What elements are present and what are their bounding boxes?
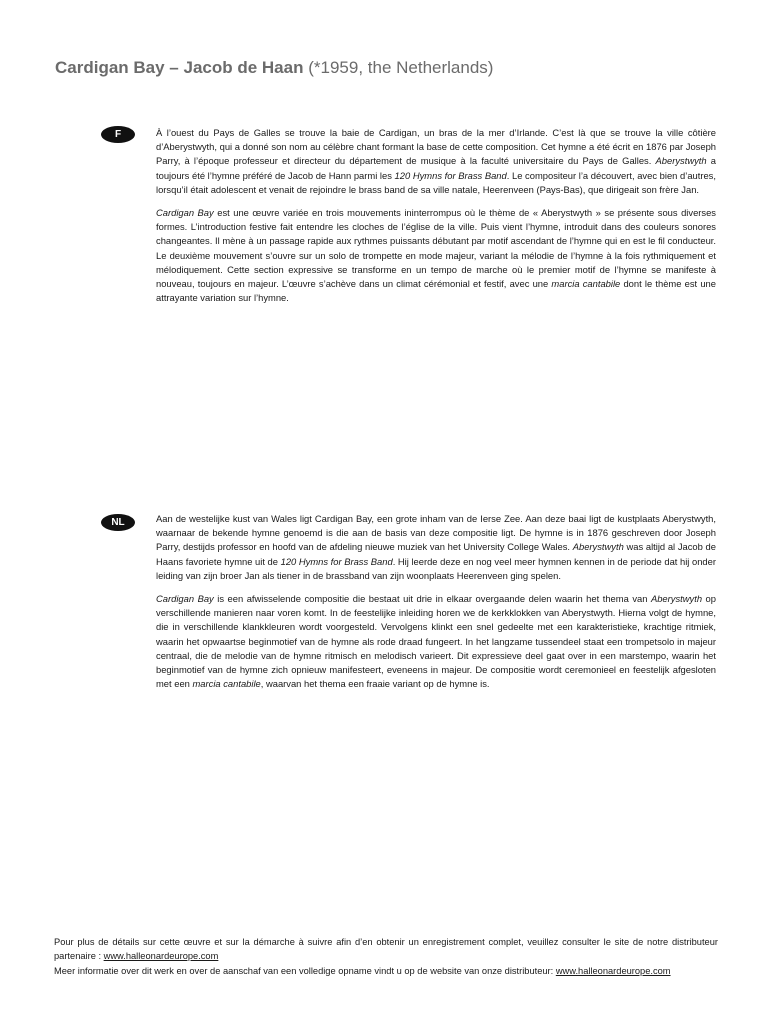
italic-title: Cardigan Bay: [156, 207, 214, 219]
text-run: . Hij leerde deze en nog veel meer hymnen kennen in de periode dat hij onder leiding van zijn broer Jan als tiener in de brassband van zijn woonplaats Heerenveen ging spelen.: [156, 555, 716, 581]
text-run: est une œuvre variée en trois mouvements ininterrompus où le thème de « Aberystwyth » se présente sous diverses formes. L’introduction festive fait entendre les cloches de l’église de la ville. Puis vient l’hymne, introduit dans des couleurs sonores changeantes. Il mène à un passage rapide aux rythmes puissants débutant par motif ascendant de l’hymne qui en est le fil conducteur. Le deuxième mouvement s’ouvre sur un solo de trompette en mode majeur, variant la mélodie de l’hymne à la fois rythmiquement et mélodiquement. Cette section expressive se transforme en un tempo de marche où le premier motif de l’hymne se manifeste à nouveau, toujours en majeur. L’œuvre s’achève dans un climat cérémonial et festif, avec une: [156, 207, 716, 290]
french-section: [156, 126, 716, 314]
italic-title: Aberystwyth: [650, 593, 703, 605]
footer-dutch-text: Meer informatie over dit werk en over de aanschaf van een volledige opname vindt u op de website van onze distributeur:: [54, 965, 556, 976]
text-run: Aan de westelijke kust van Wales ligt Cardigan Bay, een grote inham van de Ierse Zee. Aan deze baai ligt de kustplaats Aberystwyth, waarnaar de bekende hymne genoemd is die aan de basis van deze compositie ligt. De hymne is in 1876 geschreven door Joseph Parry, destijds professor en hoofd van de afdeling nieuwe muziek van het University College Wales.: [156, 513, 716, 553]
french-paragraph-1: [156, 126, 716, 197]
dutch-paragraph-1: [156, 512, 716, 583]
italic-title: marcia cantabile: [192, 678, 261, 690]
dutch-section: [156, 512, 716, 700]
page-title: [55, 58, 493, 78]
text-run: a toujours été l’hymne préféré de Jacob de Hann parmi les: [156, 155, 717, 181]
footer-french-text: Pour plus de détails sur cette œuvre et sur la démarche à suivre afin d’en obtenir un enregistrement complet, veuillez consulter le site de notre distributeur partenaire :: [54, 937, 718, 962]
italic-title: Cardigan Bay: [156, 593, 214, 605]
text-run: dont le thème est une attrayante variation sur l’hymne.: [156, 278, 716, 304]
text-run: op verschillende manieren naar voren komt. In de feestelijke inleiding horen we de kerkklokken van Aberystwyth. Hierna volgt de hymne, die in verschillende klankkleuren wordt voorgesteld. Vervolgens klinkt een snel gedeelte met een karakteristieke, krachtige ritmiek, waarin het opwaartse beginmotief van de hymne als rode draad fungeert. In het langzame tussendeel staat een trompetsolo in majeur centraal, die de melodie van de hymne ritmisch en melodisch varieert. Dit expressieve deel gaat over in een marstempo, waarin het beginmotief van de hymne zich opnieuw manifesteert, eveneens in majeur. De compositie wordt ceremonieel en feestelijk afgesloten met een: [156, 593, 716, 690]
italic-title: 120 Hymns for Brass Band: [394, 169, 507, 181]
footer-french-line: [54, 935, 718, 964]
italic-title: Aberystwyth: [655, 155, 707, 167]
footer: [54, 935, 718, 978]
footer-dutch-line: [54, 964, 718, 978]
distributor-link-fr[interactable]: www.halleonardeurope.com: [103, 951, 219, 962]
title-main: Cardigan Bay – Jacob de Haan: [55, 58, 304, 77]
dutch-paragraph-2: [156, 592, 716, 691]
text-run: . Le compositeur l’a découvert, avec bien d’autres, lorsqu’il était adolescent et venait de rejoindre le brass band de sa ville natale, Heerenveen (Pays-Bas), que dirigeait son frère Jan.: [156, 169, 716, 195]
language-badge-dutch: NL: [101, 514, 135, 531]
italic-title: marcia cantabile: [551, 278, 621, 290]
text-run: , waarvan het thema een fraaie variant op de hymne is.: [260, 678, 490, 690]
italic-title: Aberystwyth: [572, 541, 624, 553]
title-subtitle: (*1959, the Netherlands): [308, 58, 494, 77]
french-paragraph-2: [156, 206, 716, 305]
language-badge-french: F: [101, 126, 135, 143]
text-run: was altijd al Jacob de Haans favoriete hymne uit de: [156, 541, 716, 567]
text-run: À l’ouest du Pays de Galles se trouve la baie de Cardigan, un bras de la mer d’Irlande. C’est là que se trouve la ville côtière d’Aberystwyth, qui a donné son nom au célèbre chant formant la base de cette composition. Cet hymne a été écrit en 1876 par Joseph Parry, à l’époque professeur et directeur du département de musique à la faculté universitaire du Pays de Galles.: [156, 127, 716, 167]
text-run: is een afwisselende compositie die bestaat uit drie in elkaar overgaande delen waarin het thema van: [213, 593, 651, 605]
italic-title: 120 Hymns for Brass Band: [280, 555, 393, 567]
distributor-link-nl[interactable]: www.halleonardeurope.com: [555, 965, 671, 976]
